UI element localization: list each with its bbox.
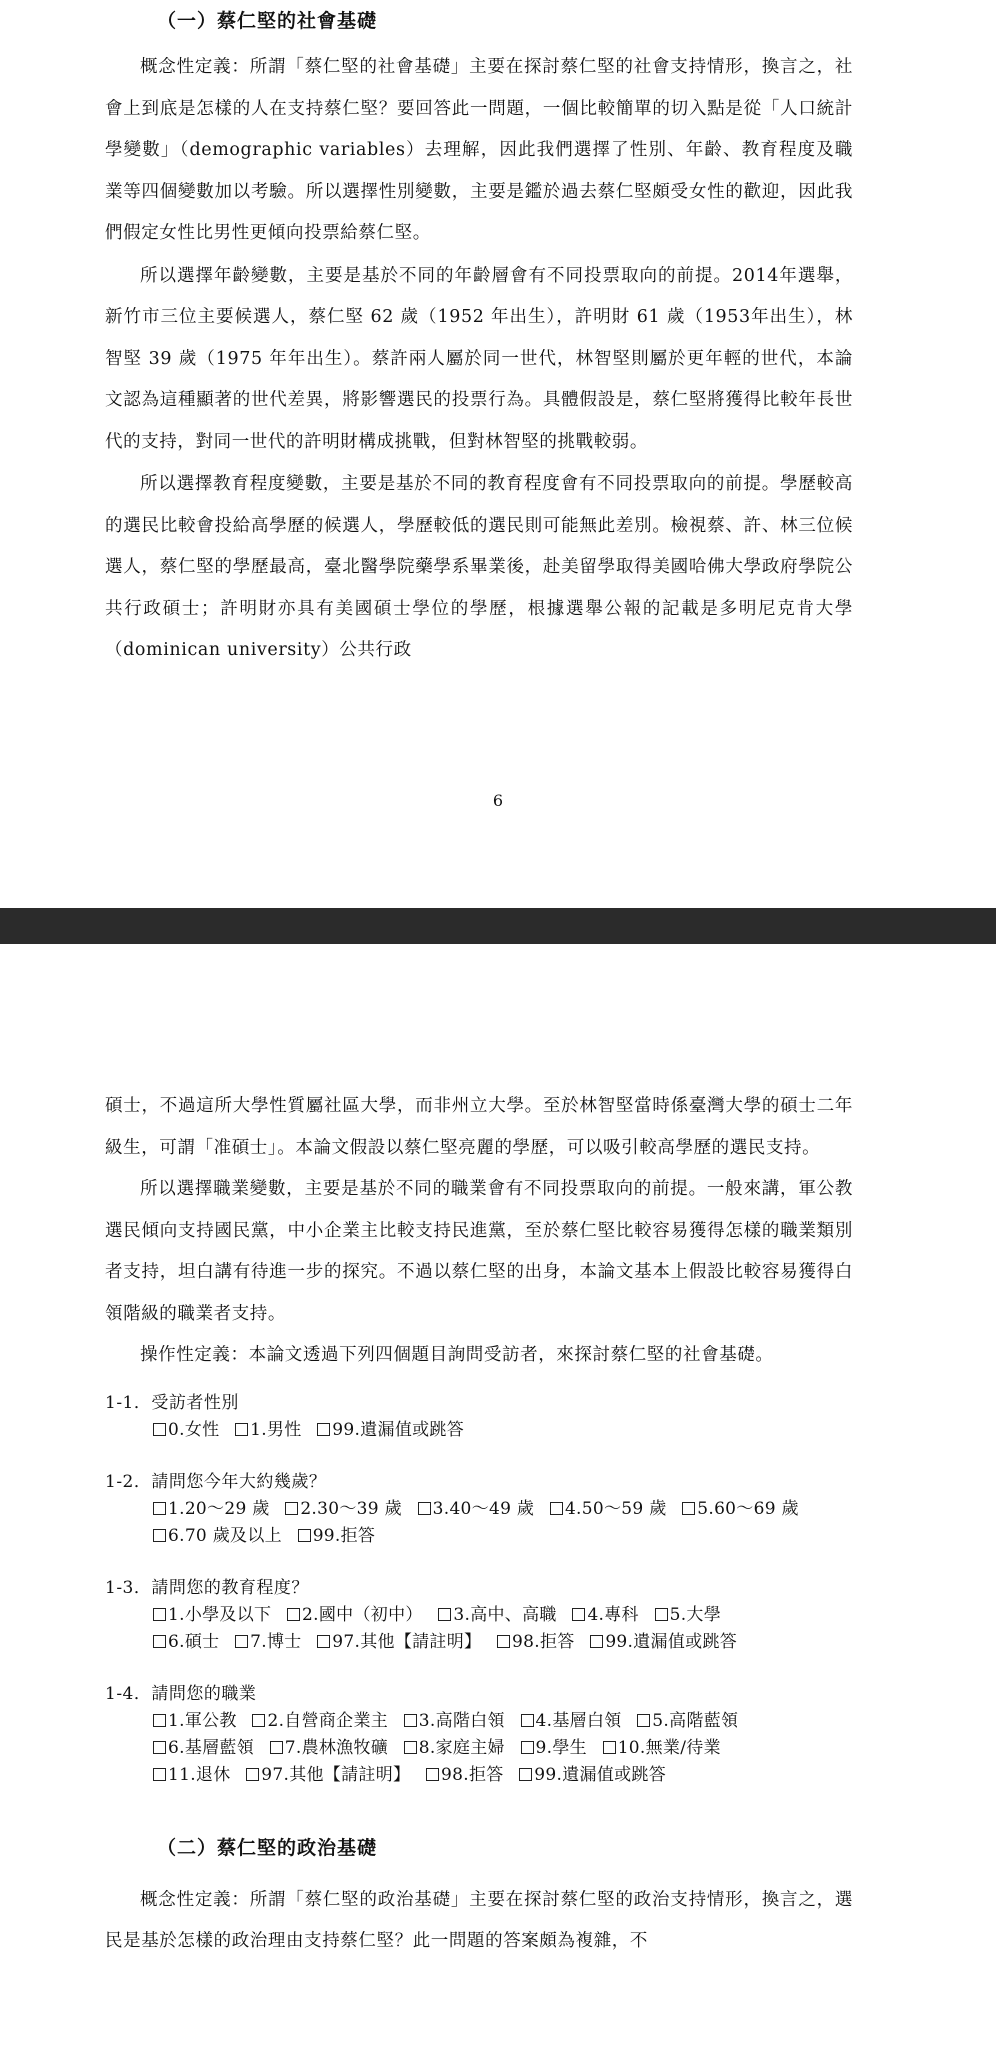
question-options <box>105 1417 853 1444</box>
checkbox-icon <box>153 1714 166 1727</box>
paragraph: 所以選擇教育程度變數，主要是基於不同的教育程度會有不同投票取向的前提。學歷較高的選民比較會投給高學歷的候選人，學歷較低的選民則可能無此差別。檢視蔡、許、林三位候選人，蔡仁堅的學歷最高，臺北醫學院藥學系畢業後，赴美留學取得美國哈佛大學政府學院公共行政碩士；許明財亦具有美國碩士學位的學歷，根據選舉公報的記載是多明尼克肯大學（dominican university）公共行政 <box>105 474 853 660</box>
checkbox-icon <box>572 1608 585 1621</box>
option: 4.50～59 歲 <box>550 1496 667 1523</box>
paragraph: 所以選擇職業變數，主要是基於不同的職業會有不同投票取向的前提。一般來講，軍公教選民傾向支持國民黨，中小企業主比較支持民進黨，至於蔡仁堅比較容易獲得怎樣的職業類別者支持，坦白講有待進一步的探究。不過以蔡仁堅的出身，本論文基本上假設比較容易獲得白領階級的職業者支持。 <box>105 1179 853 1324</box>
page-7-content <box>105 1086 853 1963</box>
survey-question <box>105 1574 853 1656</box>
question-options <box>105 1602 853 1656</box>
checkbox-icon <box>153 1529 166 1542</box>
option-line <box>153 1523 853 1550</box>
checkbox-icon <box>252 1714 265 1727</box>
question-title: 1-4．請問您的職業 <box>105 1683 257 1704</box>
option: 99.遺漏值或跳答 <box>519 1762 666 1789</box>
checkbox-icon <box>153 1768 166 1781</box>
option: 7.農林漁牧礦 <box>270 1735 388 1762</box>
page-number: 6 <box>492 791 504 810</box>
paragraph-continued: 碩士，不過這所大學性質屬社區大學，而非州立大學。至於林智堅當時係臺灣大學的碩士二年級生，可謂「准碩士」。本論文假設以蔡仁堅亮麗的學歷，可以吸引較高學歷的選民支持。 <box>105 1096 853 1158</box>
option: 97.其他【請註明】 <box>246 1762 410 1789</box>
option: 2.自營商企業主 <box>252 1708 388 1735</box>
checkbox-icon <box>235 1423 248 1436</box>
option: 7.博士 <box>235 1629 301 1656</box>
question-title: 1-1．受訪者性別 <box>105 1392 239 1413</box>
checkbox-icon <box>153 1423 166 1436</box>
checkbox-icon <box>246 1768 259 1781</box>
checkbox-icon <box>655 1608 668 1621</box>
option-line <box>153 1708 853 1735</box>
option: 99.遺漏值或跳答 <box>317 1417 464 1444</box>
checkbox-icon <box>287 1608 300 1621</box>
page-6-content <box>105 6 853 672</box>
option: 9.學生 <box>521 1735 587 1762</box>
checkbox-icon <box>298 1529 311 1542</box>
checkbox-icon <box>404 1714 417 1727</box>
checkbox-icon <box>153 1502 166 1515</box>
page-separator <box>0 908 996 944</box>
option: 3.40～49 歲 <box>418 1496 535 1523</box>
option: 1.小學及以下 <box>153 1602 271 1629</box>
checkbox-icon <box>438 1608 451 1621</box>
checkbox-icon <box>153 1608 166 1621</box>
option: 5.60～69 歲 <box>682 1496 799 1523</box>
question-options <box>105 1708 853 1789</box>
option: 3.高階白領 <box>404 1708 505 1735</box>
checkbox-icon <box>590 1635 603 1648</box>
checkbox-icon <box>519 1768 532 1781</box>
option: 4.基層白領 <box>521 1708 622 1735</box>
option-line <box>153 1735 853 1762</box>
option: 6.碩士 <box>153 1629 219 1656</box>
section-heading: （二）蔡仁堅的政治基礎 <box>157 1836 378 1859</box>
checkbox-icon <box>418 1502 431 1515</box>
checkbox-icon <box>270 1741 283 1754</box>
option: 3.高中、高職 <box>438 1602 556 1629</box>
checkbox-icon <box>153 1741 166 1754</box>
paragraph: 所以選擇年齡變數，主要是基於不同的年齡層會有不同投票取向的前提。2014年選舉，新竹市三位主要候選人，蔡仁堅 62 歲（1952 年出生），許明財 61 歲（1953年出生），林智堅 39 歲（1975 年年出生）。蔡許兩人屬於同一世代，林智堅則屬於更年輕的世代，本論文認為這種顯著的世代差異，將影響選民的投票行為。具體假設是，蔡仁堅將獲得比較年長世代的支持，對同一世代的許明財構成挑戰，但對林智堅的挑戰較弱。 <box>105 265 853 452</box>
checkbox-icon <box>153 1635 166 1648</box>
checkbox-icon <box>637 1714 650 1727</box>
option: 0.女性 <box>153 1417 219 1444</box>
option: 1.20～29 歲 <box>153 1496 270 1523</box>
checkbox-icon <box>317 1423 330 1436</box>
option: 4.專科 <box>572 1602 638 1629</box>
option-line <box>153 1602 853 1629</box>
question-title: 1-3．請問您的教育程度？ <box>105 1577 309 1598</box>
document-page-6 <box>0 0 996 908</box>
checkbox-icon <box>521 1741 534 1754</box>
option: 98.拒答 <box>497 1629 575 1656</box>
checkbox-icon <box>426 1768 439 1781</box>
option: 10.無業/待業 <box>603 1735 721 1762</box>
survey-question <box>105 1389 853 1444</box>
option: 6.70 歲及以上 <box>153 1523 282 1550</box>
option-line <box>153 1417 853 1444</box>
option: 1.男性 <box>235 1417 301 1444</box>
option: 5.大學 <box>655 1602 721 1629</box>
option-line <box>153 1629 853 1656</box>
option: 97.其他【請註明】 <box>317 1629 481 1656</box>
checkbox-icon <box>603 1741 616 1754</box>
option: 2.國中（初中） <box>287 1602 423 1629</box>
option: 1.軍公教 <box>153 1708 237 1735</box>
checkbox-icon <box>404 1741 417 1754</box>
paragraph: 概念性定義：所謂「蔡仁堅的社會基礎」主要在探討蔡仁堅的社會支持情形，換言之，社會上到底是怎樣的人在支持蔡仁堅？要回答此一問題，一個比較簡單的切入點是從「人口統計學變數」（demographic variables）去理解，因此我們選擇了性別、年齡、教育程度及職業等四個變數加以考驗。所以選擇性別變數，主要是鑑於過去蔡仁堅頗受女性的歡迎，因此我們假定女性比男性更傾向投票給蔡仁堅。 <box>105 57 853 243</box>
checkbox-icon <box>317 1635 330 1648</box>
checkbox-icon <box>550 1502 563 1515</box>
option: 99.遺漏值或跳答 <box>590 1629 737 1656</box>
paragraph: 概念性定義：所謂「蔡仁堅的政治基礎」主要在探討蔡仁堅的政治支持情形，換言之，選民是基於怎樣的政治理由支持蔡仁堅？此一問題的答案頗為複雜，不 <box>105 1889 853 1951</box>
option-line <box>153 1496 853 1523</box>
survey-question <box>105 1468 853 1550</box>
question-options <box>105 1496 853 1550</box>
checkbox-icon <box>682 1502 695 1515</box>
checkbox-icon <box>497 1635 510 1648</box>
option: 8.家庭主婦 <box>404 1735 505 1762</box>
paragraph: 操作性定義：本論文透過下列四個題目詢問受訪者，來探討蔡仁堅的社會基礎。 <box>140 1345 774 1365</box>
document-page-7 <box>0 944 996 2048</box>
option: 5.高階藍領 <box>637 1708 738 1735</box>
checkbox-icon <box>285 1502 298 1515</box>
option: 2.30～39 歲 <box>285 1496 402 1523</box>
option: 6.基層藍領 <box>153 1735 254 1762</box>
option: 11.退休 <box>153 1762 231 1789</box>
option: 99.拒答 <box>298 1523 376 1550</box>
checkbox-icon <box>521 1714 534 1727</box>
option: 98.拒答 <box>426 1762 504 1789</box>
survey-question <box>105 1680 853 1789</box>
checkbox-icon <box>235 1635 248 1648</box>
option-line <box>153 1762 853 1789</box>
section-heading: （一）蔡仁堅的社會基礎 <box>157 10 378 32</box>
question-title: 1-2．請問您今年大約幾歲？ <box>105 1471 327 1492</box>
